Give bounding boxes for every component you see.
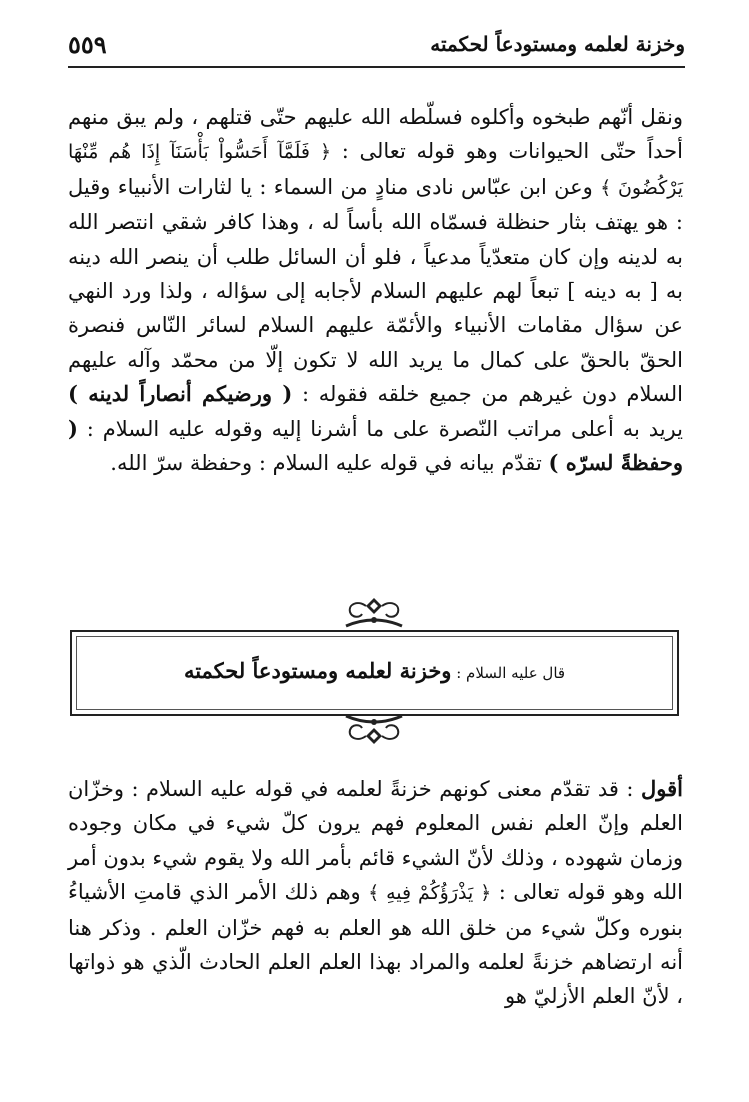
section-intro: قال عليه السلام :	[451, 664, 566, 682]
paragraph-1	[68, 100, 683, 480]
para1-text-2: وعن ابن عبّاس نادى منادٍ من السماء : يا لثارات الأنبياء وقيل : هو يهتف بثار حنظلة فسمّاه الله بأساً له ، وهذا كافر شقي انتصر الله به لدينه وإن كان متعدّياً مدعياً ، فلو أن السائل طلب أن ينصر الله دينه به [ به دينه ] تبعاً لهم عليهم السلام لأجابه إلى سؤاله ، ولذا ورد النهي عن سؤال مقامات الأنبياء والأئمّة عليهم السلام لسائر النّاس فنصرة الحقّ بالحقّ على كمال ما يريد الله لا تكون إلّا من محمّد وآله عليهم السلام دون غيرهم من جميع خلقه فقوله :	[68, 174, 683, 407]
section-heading-box	[70, 630, 679, 716]
section-heading: وخزنة لعلمه ومستودعاً لحكمته	[183, 658, 452, 683]
running-title: وخزنة لعلمه ومستودعاً لحكمته	[430, 32, 685, 56]
para1-text-4: تقدّم بيانه في قوله عليه السلام : وحفظة سرّ الله.	[110, 451, 549, 476]
page-number: ٥٥٩	[68, 30, 107, 59]
ornament-top-icon	[340, 596, 408, 632]
paragraph-2	[68, 772, 683, 1014]
bold-quote-1: ( ورضيكم أنصاراً لدينه )	[68, 381, 293, 407]
para2-text-2: وهم ذلك الأمر الذي قامتِ الأشياءُ بنوره وكلّ شيء من خلق الله هو العلم به فهم خزّان العلم . وذكر هنا أنه ارتضاهم خزنةً لعلمه والمراد بهذا العلم العلم الحادث الّذي هو ذواتها ، لأنّ العلم الأزليّ هو	[68, 880, 683, 1009]
quran-verse-2: ﴿ يَذْرَؤُكُمْ فِيهِ ﴾	[368, 882, 492, 905]
para1-text-1: ونقل أنّهم طبخوه وأكلوه فسلّطه الله عليهم حتّى قتلهم ، ولم يبق منهم أحداً حتّى الحيوانات وهو قوله تعالى :	[68, 105, 683, 164]
ornament-bottom-icon	[340, 710, 408, 746]
para2-lead-word: أقول	[641, 776, 683, 801]
para2-text-1: : قد تقدّم معنى كونهم خزنةً لعلمه في قوله عليه السلام : وخزّان العلم وإنّ العلم نفس المعلوم فهم يرون كلّ شيء في مكان وجوده وزمان شهوده ، وذلك لأنّ الشيء قائم بأمر الله ولا يقوم شيء بدون أمر الله وهو قوله تعالى :	[67, 777, 683, 905]
quran-verse-1: ﴿ فَلَمَّآ أَحَسُّواْ بَأْسَنَآ إِذَا هُم مِّنْهَا يَرْكُضُونَ ﴾	[68, 141, 684, 199]
bold-quote-2: ( وحفظةً لسرّه )	[68, 415, 683, 476]
para1-text-3: يريد به أعلى مراتب النّصرة على ما أشرنا إليه وقوله عليه السلام :	[77, 416, 683, 441]
page-header	[68, 30, 685, 62]
header-rule	[68, 66, 685, 68]
section-title	[72, 658, 677, 683]
